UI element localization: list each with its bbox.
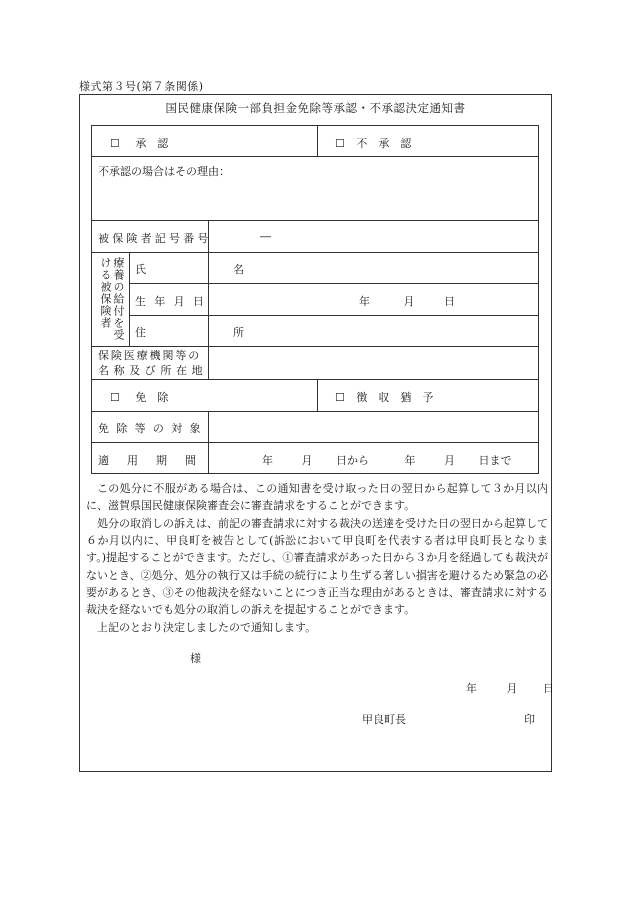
- period-to-month: 月: [444, 454, 455, 467]
- target-field[interactable]: [214, 415, 534, 439]
- seal-label: 印: [524, 713, 535, 726]
- name-field[interactable]: [214, 256, 534, 280]
- notice-paragraph-1: この処分に不服がある場合は、この通知書を受け取った日の翌日から起算して３か月以内に、滋賀県国民健康保険審査会に審査請求をすることができます。: [86, 482, 548, 513]
- recipient-honorific: 様: [190, 652, 201, 665]
- checkbox-exempt[interactable]: ☐: [110, 391, 120, 404]
- issue-month: 月: [506, 682, 518, 695]
- birthdate-day: 日: [444, 295, 455, 308]
- target-label: 免除等の対象: [98, 422, 208, 435]
- disapprove-label: 不 承 認: [356, 137, 412, 150]
- birthdate-label: 生年月日: [135, 295, 213, 308]
- notice-paragraph-2: 処分の取消しの訴えは、前記の審査請求に対する裁決の送達を受けた日の翌日から起算して６か月以内に、甲良町を被告として(訴訟において甲良町を代表する者は甲良町長となります。)提起することができます。ただし、①審査請求があった日から３か月を経過しても裁決がないとき、②処分、処分の執行又は手続の続行により生ずる著しい損害を避けるため緊急の必要があるとき、③その他裁決を経ないことにつき正当な理由があるときは、審査請求に対する裁決を経ないでも処分の取消しの訴えを提起することができます。: [86, 517, 548, 617]
- exempt-label: 免 除: [135, 391, 169, 404]
- disapprove-option[interactable]: [335, 135, 411, 151]
- period-to-suffix: 日まで: [478, 454, 512, 467]
- period-from-month: 月: [301, 454, 313, 467]
- insured-number-value[interactable]: ―: [260, 230, 271, 243]
- period-to-year: 年: [404, 454, 416, 467]
- period-from-year: 年: [262, 454, 273, 467]
- issue-year: 年: [466, 682, 477, 695]
- form-table: [91, 125, 539, 474]
- name-label: 氏 名: [135, 263, 282, 276]
- closing-statement: 上記のとおり決定しましたので通知します。: [97, 621, 317, 634]
- address-label: 住 所: [135, 326, 282, 339]
- approve-label: 承 認: [135, 137, 169, 150]
- birthdate-month: 月: [403, 295, 415, 308]
- approve-option[interactable]: [110, 135, 168, 151]
- deferral-label: 徴 収 猶 予: [356, 391, 434, 404]
- form-number: 様式第３号(第７条関係): [79, 80, 204, 93]
- period-field[interactable]: [262, 452, 512, 468]
- institution-label-line1: 保険医療機関等の: [98, 349, 202, 362]
- institution-label-line2: 名称及び所在地: [98, 364, 208, 377]
- period-from-suffix: 日から: [336, 454, 369, 467]
- period-label: 適用期間: [98, 454, 214, 467]
- exempt-option[interactable]: [110, 389, 168, 405]
- issue-day: 日: [543, 682, 554, 695]
- birthdate-year: 年: [359, 295, 370, 308]
- insured-number-label: 被保険者記号番号: [98, 232, 212, 245]
- disapproval-reason-field[interactable]: [102, 178, 532, 216]
- institution-field[interactable]: [214, 350, 534, 376]
- institution-label: [98, 348, 207, 378]
- issuer-name: 甲良町長: [362, 713, 406, 726]
- checkbox-approve[interactable]: ☐: [110, 137, 120, 150]
- document-title: 国民健康保険一部負担金免除等承認・不承認決定通知書: [165, 101, 466, 115]
- address-field[interactable]: [214, 318, 534, 342]
- recipient-section-label: 療養の給付を受ける被保険者: [99, 257, 125, 341]
- issue-date: [466, 680, 554, 696]
- birthdate-field[interactable]: [359, 293, 455, 309]
- checkbox-deferral[interactable]: ☐: [335, 391, 345, 404]
- disapproval-reason-label: 不承認の場合はその理由：: [98, 165, 230, 178]
- checkbox-disapprove[interactable]: ☐: [335, 137, 345, 150]
- deferral-option[interactable]: [335, 389, 433, 405]
